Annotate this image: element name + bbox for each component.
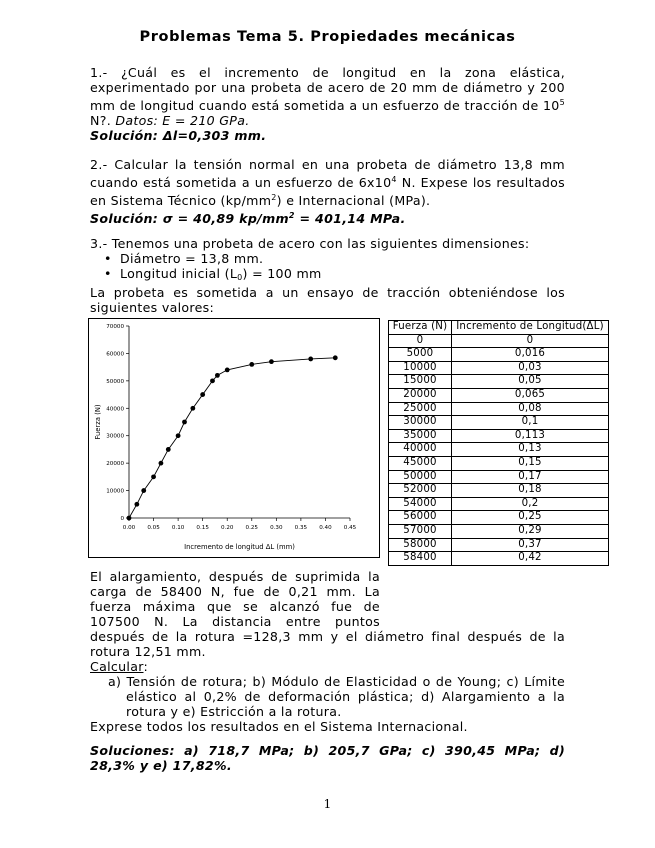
table-row [389, 456, 609, 470]
after-chart-line: 107500 N. La distancia entre puntos [90, 614, 380, 629]
table-row [389, 552, 609, 566]
table-row [389, 511, 609, 525]
calc-item-line: elástico al 0,2% de deformación plástica; d) Alargamiento a la [126, 689, 565, 704]
x-tick-label: 0.25 [245, 525, 259, 531]
express-note: Exprese todos los resultados en el Sistema Internacional. [90, 719, 468, 734]
table-row [389, 402, 609, 416]
cell-elongation: 0,15 [452, 456, 609, 470]
data-point [134, 502, 139, 507]
cell-force: 50000 [389, 470, 452, 484]
y-tick-label: 50000 [106, 378, 124, 385]
problem-1-text-end: N?. [90, 113, 112, 128]
cell-force: 52000 [389, 484, 452, 498]
table-row [389, 334, 609, 348]
y-tick-label: 20000 [106, 461, 124, 468]
y-tick-label: 40000 [106, 406, 124, 413]
list-item: • Diámetro = 13,8 mm. [104, 251, 565, 266]
problem-3-body [90, 569, 565, 773]
y-tick-label: 60000 [106, 351, 124, 358]
cell-elongation: 0,13 [452, 443, 609, 457]
cell-force: 57000 [389, 524, 452, 538]
bullet-2-subscript: 0 [237, 273, 243, 282]
x-tick-label: 0.35 [294, 525, 308, 531]
data-point [166, 447, 171, 452]
data-point [269, 359, 274, 364]
calc-item-line: rotura y e) Estricción a la rotura. [126, 704, 342, 719]
y-tick-label: 70000 [106, 324, 124, 330]
data-table [388, 320, 609, 566]
x-tick-label: 0.10 [171, 525, 185, 531]
after-chart-line: carga de 58400 N, fue de 0,21 mm. La [90, 584, 380, 599]
data-point [159, 461, 164, 466]
cell-elongation: 0,113 [452, 429, 609, 443]
table-body [389, 334, 609, 565]
after-chart-line: después de la rotura =128,3 mm y el diámetro final después de la [90, 629, 565, 644]
list-item [104, 266, 565, 285]
table-row [389, 497, 609, 511]
header-elongation: Incremento de Longitud(ΔL) [452, 321, 609, 335]
table-row [389, 361, 609, 375]
cell-force: 56000 [389, 511, 452, 525]
table-row [389, 443, 609, 457]
data-point [151, 474, 156, 479]
cell-force: 40000 [389, 443, 452, 457]
problem-2-text-mid: N. Expese los resultados en Sistema Técnico (kp/mm [90, 175, 565, 208]
chart-border [89, 319, 380, 558]
problem-2-solution-end: = 401,14 MPa. [294, 211, 406, 226]
after-chart-line: El alargamiento, después de suprimida la [90, 569, 380, 584]
data-point [190, 406, 195, 411]
data-point [215, 373, 220, 378]
problem-2-text: 2.- Calcular la tensión normal en una probeta de diámetro 13,8 mm cuando está sometida a un esfuerzo de 6x10 [90, 157, 565, 190]
y-tick-label: 0 [120, 516, 124, 522]
problem-2-solution: Solución: σ = 40,89 kp/mm [90, 211, 289, 226]
problem-2-solution-exponent: 2 [288, 211, 295, 220]
problem-2-exponent: 4 [391, 175, 397, 184]
data-point [182, 420, 187, 425]
problem-3-intro-text: 3.- Tenemos una probeta de acero con las siguientes dimensiones: [90, 236, 530, 251]
cell-force: 58400 [389, 552, 452, 566]
cell-elongation: 0,016 [452, 348, 609, 362]
table-row [389, 429, 609, 443]
x-tick-label: 0.30 [270, 525, 283, 531]
cell-elongation: 0,03 [452, 361, 609, 375]
y-axis-label: Fuerza (N) [94, 404, 102, 440]
x-tick-label: 0.15 [196, 525, 209, 531]
cell-elongation: 0,05 [452, 375, 609, 389]
cell-elongation: 0 [452, 334, 609, 348]
test-line-2: siguientes valores: [90, 300, 215, 315]
data-point [249, 362, 254, 367]
cell-elongation: 0,1 [452, 416, 609, 430]
header-force: Fuerza (N) [389, 321, 452, 335]
table-row [389, 524, 609, 538]
data-point [200, 392, 205, 397]
cell-elongation: 0,37 [452, 538, 609, 552]
cell-elongation: 0,42 [452, 552, 609, 566]
x-tick-label: 0.45 [343, 525, 357, 531]
calc-colon: : [143, 659, 149, 674]
cell-elongation: 0,065 [452, 388, 609, 402]
cell-elongation: 0,08 [452, 402, 609, 416]
solutions-line-2: 28,3% y e) 17,82%. [90, 758, 232, 773]
problem-1 [90, 65, 565, 143]
series-line [129, 358, 335, 518]
after-chart-line: fuerza máxima que se alcanzó fue de [90, 599, 380, 614]
page-title: Problemas Tema 5. Propiedades mecánicas [139, 29, 516, 45]
table-row [389, 484, 609, 498]
problem-3-intro [90, 236, 565, 315]
table-row [389, 348, 609, 362]
cell-force: 58000 [389, 538, 452, 552]
cell-force: 0 [389, 334, 452, 348]
chart-plot-area [89, 319, 380, 558]
cell-force: 25000 [389, 402, 452, 416]
problem-2 [90, 157, 565, 226]
cell-elongation: 0,18 [452, 484, 609, 498]
page-number: 1 [323, 797, 332, 811]
data-point [210, 378, 215, 383]
table-row [389, 416, 609, 430]
data-point [225, 367, 230, 372]
data-point [141, 488, 146, 493]
problem-2-exponent-2: 2 [271, 193, 277, 202]
calc-item-line: a) Tensión de rotura; b) Módulo de Elasticidad o de Young; c) Límite [108, 674, 565, 689]
y-tick-label: 10000 [106, 488, 124, 495]
cell-elongation: 0,29 [452, 524, 609, 538]
problem-1-solution: Solución: Δl=0,303 mm. [90, 128, 267, 143]
x-tick-label: 0.05 [147, 525, 160, 531]
calc-label: Calcular [90, 659, 144, 674]
table-row [389, 375, 609, 389]
data-point [333, 355, 338, 360]
cell-force: 54000 [389, 497, 452, 511]
cell-force: 35000 [389, 429, 452, 443]
dimensions-list [90, 251, 565, 285]
problem-1-data: Datos: E = 210 GPa. [115, 113, 250, 128]
y-tick-label: 30000 [106, 433, 124, 440]
cell-force: 20000 [389, 388, 452, 402]
x-tick-label: 0.00 [122, 525, 136, 531]
solutions-line-1: Soluciones: a) 718,7 MPa; b) 205,7 GPa; c) 390,45 MPa; d) [90, 743, 565, 758]
problem-1-text: 1.- ¿Cuál es el incremento de longitud en la zona elástica, experimentado por una probeta de acero de 20 mm de diámetro y 200 mm de longitud cuando está sometida a un esfuerzo de tracción de 10 [90, 65, 565, 113]
data-point [176, 433, 181, 438]
problem-2-text-end: ) e Internacional (MPa). [276, 193, 431, 208]
cell-force: 10000 [389, 361, 452, 375]
cell-force: 30000 [389, 416, 452, 430]
cell-force: 45000 [389, 456, 452, 470]
cell-force: 5000 [389, 348, 452, 362]
cell-elongation: 0,25 [452, 511, 609, 525]
table-row [389, 538, 609, 552]
data-point [308, 357, 313, 362]
x-axis-label: Incremento de longitud ΔL (mm) [184, 543, 295, 551]
table-row [389, 388, 609, 402]
test-line-1: La probeta es sometida a un ensayo de tracción obteniéndose los [90, 285, 565, 300]
after-chart-line: rotura 12,51 mm. [90, 644, 206, 659]
cell-elongation: 0,2 [452, 497, 609, 511]
x-tick-label: 0.20 [220, 525, 234, 531]
problem-1-exponent: 5 [559, 98, 565, 107]
force-elongation-chart [88, 318, 380, 558]
cell-elongation: 0,17 [452, 470, 609, 484]
bullet-2-text-end: ) = 100 mm [242, 266, 322, 281]
table-header-row [389, 321, 609, 335]
x-tick-label: 0.40 [319, 525, 332, 531]
bullet-2-text: Longitud inicial (L [120, 266, 238, 281]
table-row [389, 470, 609, 484]
data-point [127, 516, 132, 521]
cell-force: 15000 [389, 375, 452, 389]
